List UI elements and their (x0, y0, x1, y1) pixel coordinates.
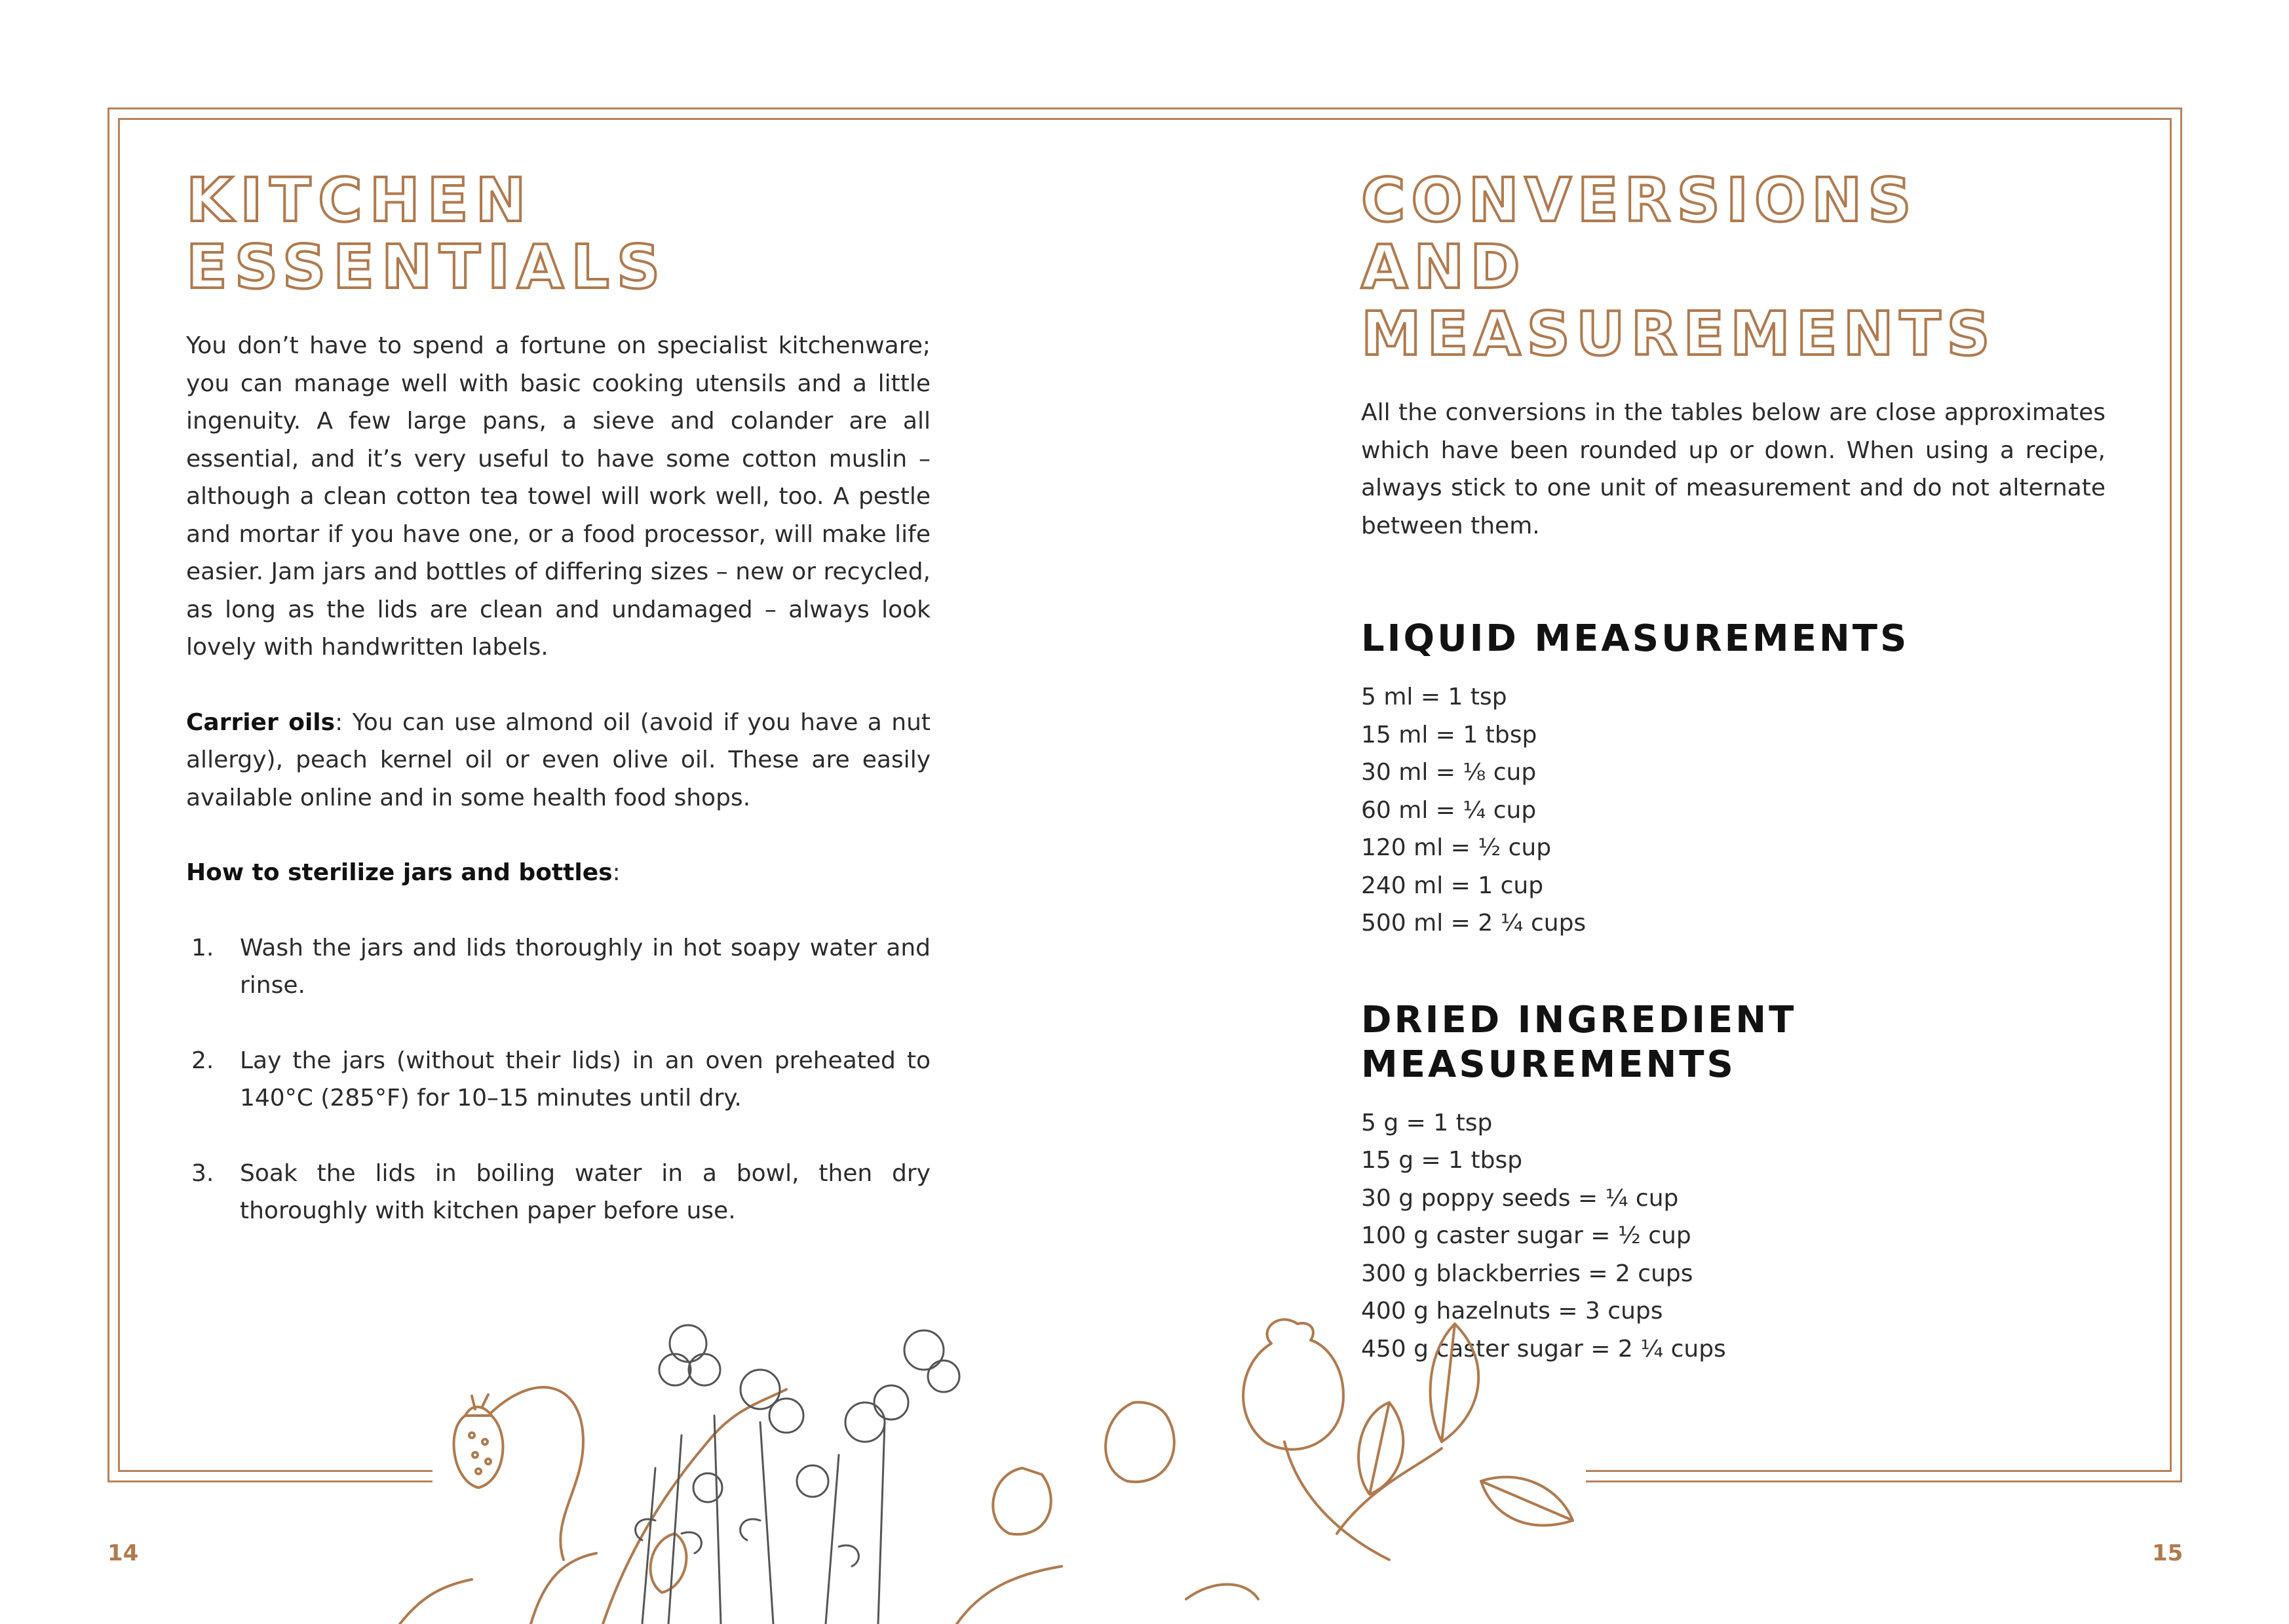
heading-line: MEASUREMENTS (1361, 1043, 1736, 1086)
list-item: 5 g = 1 tsp (1361, 1109, 1493, 1136)
liquid-list (1361, 678, 2106, 942)
dried-heading (1361, 998, 2106, 1087)
list-item: 60 ml = ¼ cup (1361, 796, 1537, 824)
step-text: Lay the jars (without their lids) in an oven preheated to 140°C (285°F) for 10–15 minutes until dry. (240, 1047, 931, 1112)
left-page (186, 167, 931, 1267)
step-item (186, 929, 931, 1005)
step-item (186, 1042, 931, 1117)
botanical-illustration (367, 1271, 1612, 1624)
list-item: 500 ml = 2 ¼ cups (1361, 910, 1587, 937)
list-item: 120 ml = ½ cup (1361, 834, 1552, 861)
list-item: 240 ml = 1 cup (1361, 872, 1544, 899)
conversions-title (1361, 167, 2106, 368)
liquid-heading: LIQUID MEASUREMENTS (1361, 617, 1910, 660)
title-line: CONVERSIONS AND (1361, 165, 1917, 302)
sterilize-label: How to sterilize jars and bottles (186, 859, 613, 886)
sterilize-heading (186, 854, 931, 892)
kitchen-essentials-title (186, 167, 931, 301)
step-text: Soak the lids in boiling water in a bowl, then dry thoroughly with kitchen paper before use. (240, 1159, 931, 1224)
sterilize-steps (186, 929, 931, 1230)
sterilize-colon: : (612, 859, 621, 886)
list-item: 400 g hazelnuts = 3 cups (1361, 1298, 1663, 1324)
list-item: 30 ml = ⅛ cup (1361, 759, 1537, 786)
carrier-oils-text: : You can use almond oil (avoid if you have a nut allergy), peach kernel oil or even olive oil. These are easily available online and in some health food shops. (186, 708, 931, 811)
list-item: 300 g blackberries = 2 cups (1361, 1260, 1693, 1287)
step-number: 1. (191, 934, 214, 961)
herb-flowers-icon (636, 1325, 959, 1624)
step-item (186, 1155, 931, 1230)
list-item: 15 ml = 1 tbsp (1361, 721, 1537, 748)
title-line: ESSENTIALS (186, 232, 668, 302)
carrier-oils-paragraph (186, 704, 931, 817)
step-number: 3. (191, 1159, 214, 1187)
page-number-left: 14 (107, 1540, 139, 1566)
page-number-right: 15 (2152, 1540, 2183, 1566)
title-line: MEASUREMENTS (1361, 299, 1996, 369)
carrier-oils-label: Carrier oils (186, 708, 336, 736)
list-item: 100 g caster sugar = ½ cup (1361, 1222, 1691, 1249)
conversions-intro: All the conversions in the tables below are close approximates which have been rounded up or down. When using a recipe, always stick to one unit of measurement and do not alternate between them. (1361, 399, 2106, 539)
strawberry-icon (400, 1387, 786, 1624)
step-number: 2. (191, 1047, 214, 1074)
list-item: 5 ml = 1 tsp (1361, 684, 1507, 710)
rosehip-branch-icon (957, 1319, 1573, 1624)
step-text: Wash the jars and lids thoroughly in hot soapy water and rinse. (240, 934, 931, 999)
list-item: 30 g poppy seeds = ¼ cup (1361, 1184, 1679, 1212)
intro-paragraph: You don’t have to spend a fortune on specialist kitchenware; you can manage well with basic cooking utensils and a little ingenuity. A few large pans, a sieve and colander are all essential, and it’s very useful to have some cotton muslin – although a clean cotton tea towel will work well, too. A pestle and mortar if you have one, or a food processor, will make life easier. Jam jars and bottles of differing sizes – new or recycled, as long as the lids are clean and undamaged – always look lovely with handwritten labels. (186, 332, 931, 661)
title-line: KITCHEN (186, 165, 533, 235)
list-item: 450 g caster sugar = 2 ¼ cups (1361, 1335, 1726, 1363)
right-page (1361, 167, 2106, 1368)
heading-line: DRIED INGREDIENT (1361, 998, 1797, 1041)
list-item: 15 g = 1 tbsp (1361, 1147, 1523, 1174)
